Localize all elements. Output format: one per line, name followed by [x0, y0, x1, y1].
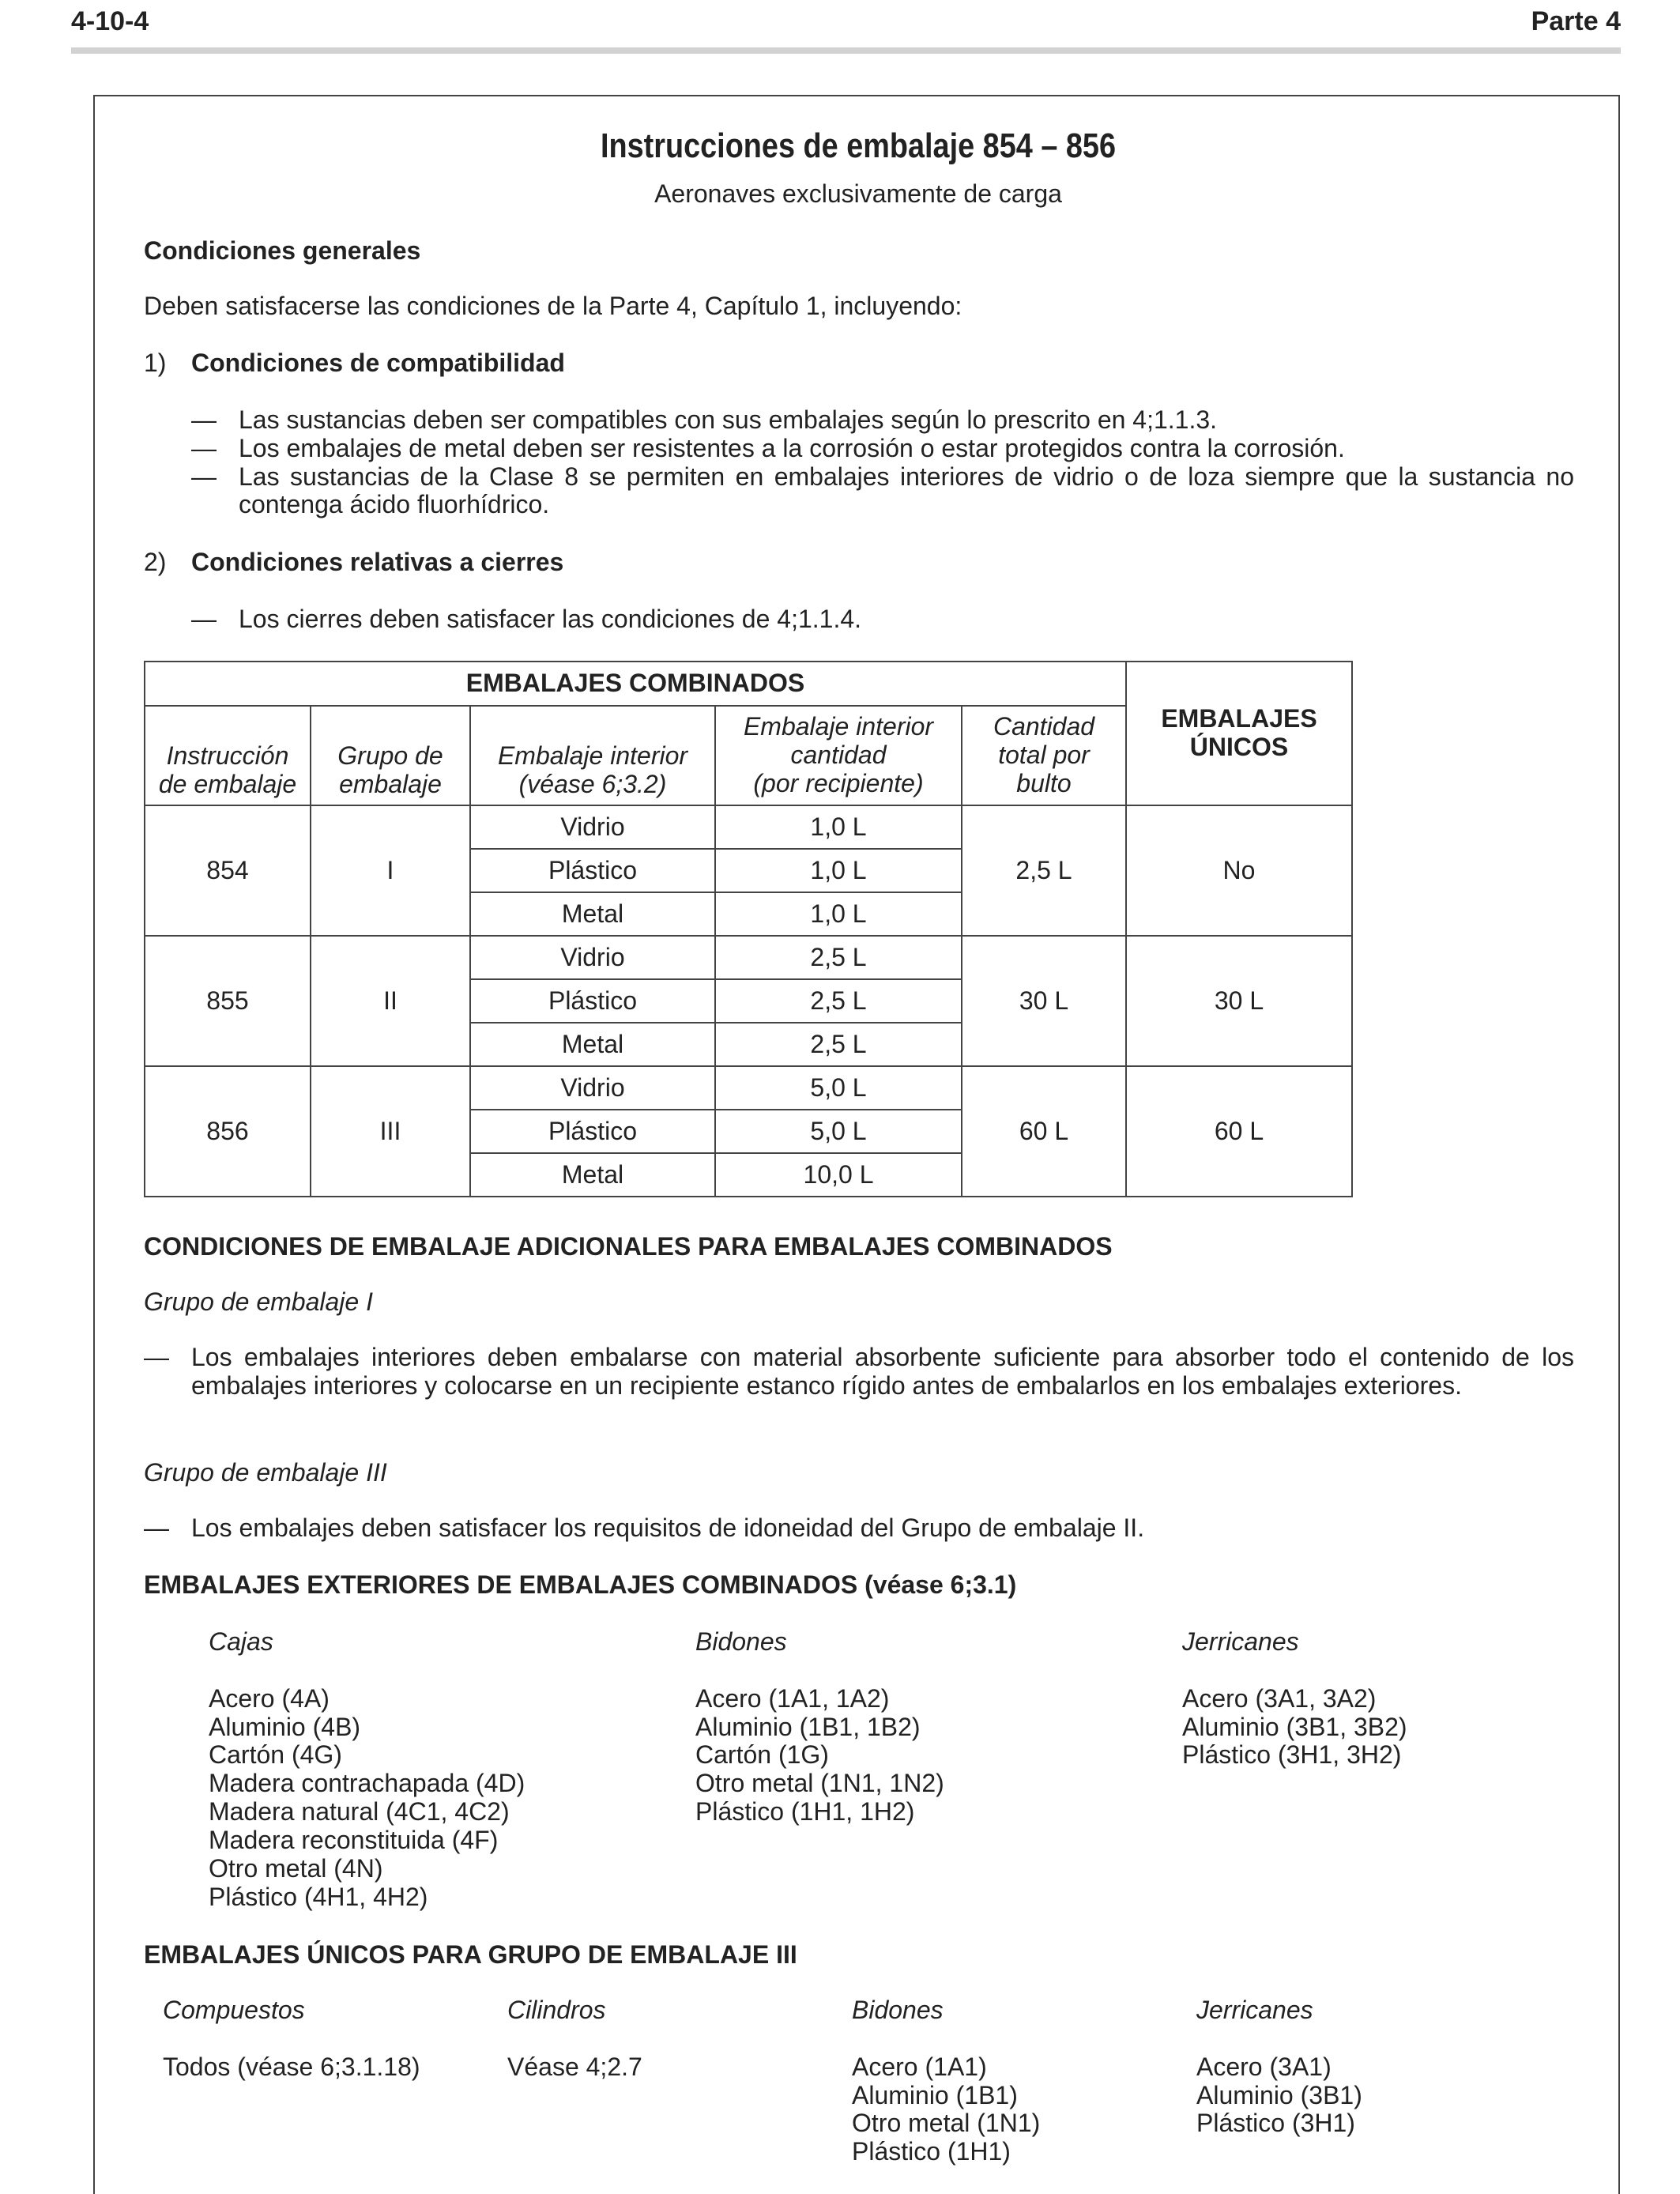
- col-header-group: [311, 706, 470, 805]
- cell-group: III: [311, 1066, 470, 1197]
- section-2-title: Condiciones relativas a cierres: [191, 548, 564, 576]
- cell-group: II: [311, 936, 470, 1066]
- col-title: Jerricanes: [1182, 1627, 1299, 1656]
- cell-inner: Vidrio: [470, 936, 715, 979]
- list-item: [191, 605, 1574, 634]
- cell-instruction: 855: [145, 936, 311, 1066]
- header-line: Embalaje interior: [743, 712, 934, 741]
- section-2-number: 2): [144, 548, 167, 576]
- cell-inner: Metal: [470, 1023, 715, 1066]
- section-1-title: Condiciones de compatibilidad: [191, 349, 565, 377]
- dash-bullet: —: [144, 1514, 169, 1542]
- cell-total: 2,5 L: [962, 805, 1126, 936]
- outer-col-boxes: [209, 1628, 525, 1911]
- header-line: cantidad: [790, 741, 887, 770]
- header-line: total por: [998, 741, 1090, 770]
- list-item-text: Las sustancias de la Clase 8 se permiten en embalajes interiores de vidrio o de loza siempre que la sustancia no contenga ácido fluorhídrico.: [239, 462, 1574, 519]
- list-item: Aluminio (1B1, 1B2): [695, 1712, 921, 1741]
- list-item: Cartón (1G): [695, 1740, 829, 1770]
- compatibility-list: [191, 406, 1574, 519]
- part-label: Parte 4: [1531, 6, 1621, 36]
- list-item: Aluminio (3B1, 3B2): [1182, 1712, 1407, 1741]
- cell-quantity: 1,0 L: [715, 849, 962, 892]
- list-item: Plástico (3H1, 3H2): [1182, 1740, 1402, 1770]
- header-line: (por recipiente): [753, 768, 924, 797]
- list-item-text: Los cierres deben satisfacer las condiciones de 4;1.1.4.: [239, 605, 862, 633]
- pg3-title: Grupo de embalaje III: [144, 1458, 387, 1487]
- list-item: Cartón (4G): [209, 1740, 342, 1770]
- list-item: Plástico (1H1): [852, 2137, 1011, 2166]
- header-line: de embalaje: [158, 770, 297, 798]
- single-header: [1126, 662, 1352, 805]
- single-heading: EMBALAJES ÚNICOS PARA GRUPO DE EMBALAJE III: [144, 1940, 797, 1969]
- cell-instruction: 854: [145, 805, 311, 936]
- header-line: Instrucción: [166, 741, 289, 771]
- cell-quantity: 1,0 L: [715, 892, 962, 936]
- header-line: Grupo de: [337, 741, 443, 771]
- list-item: Otro metal (4N): [209, 1853, 383, 1883]
- cell-inner: Metal: [470, 1153, 715, 1197]
- cell-quantity: 5,0 L: [715, 1066, 962, 1110]
- header-line: Embalaje interior: [497, 741, 688, 771]
- header-line: Cantidad: [993, 712, 1095, 741]
- cell-inner: Plástico: [470, 1110, 715, 1153]
- content-frame: [93, 95, 1620, 2194]
- header-line: (véase 6;3.2): [518, 770, 667, 798]
- list-item: Acero (3A1): [1196, 2052, 1332, 2081]
- single-col-drums: [852, 1996, 1040, 2166]
- col-header-quantity: [715, 706, 962, 805]
- pg1-title: Grupo de embalaje I: [144, 1287, 373, 1316]
- header-line: bulto: [1016, 768, 1072, 797]
- single-col-composites: [163, 1996, 420, 2082]
- pg1-text: Los embalajes interiores deben embalarse con material absorbente suficiente para absorber todo el contenido de los embalajes interiores y colocarse en un recipiente estanco rígido antes de embalarlos en los embalajes exteriores.: [191, 1343, 1574, 1400]
- pg3-item: [144, 1514, 1574, 1543]
- outer-col-drums: [695, 1628, 944, 1826]
- packing-table: [144, 661, 1353, 1197]
- list-item: Acero (1A1): [852, 2052, 987, 2081]
- list-item: Aluminio (3B1): [1196, 2080, 1362, 2109]
- header-rule: [71, 47, 1621, 54]
- list-item: Acero (3A1, 3A2): [1182, 1683, 1377, 1713]
- list-item: Aluminio (1B1): [852, 2080, 1018, 2109]
- table-row: [145, 1066, 1352, 1110]
- list-item: Acero (4A): [209, 1683, 330, 1713]
- list-item: Plástico (1H1, 1H2): [695, 1797, 915, 1826]
- col-header-instruction: [145, 706, 311, 805]
- cell-inner: Plástico: [470, 849, 715, 892]
- cell-quantity: 2,5 L: [715, 1023, 962, 1066]
- cell-quantity: 2,5 L: [715, 936, 962, 979]
- section-1-number: 1): [144, 349, 167, 377]
- col-title: Bidones: [852, 1996, 944, 2024]
- list-item: Madera natural (4C1, 4C2): [209, 1797, 510, 1826]
- cell-quantity: 10,0 L: [715, 1153, 962, 1197]
- pg3-text: Los embalajes deben satisfacer los requisitos de idoneidad del Grupo de embalaje II.: [191, 1514, 1145, 1542]
- col-title: Jerricanes: [1196, 1996, 1313, 2024]
- combined-header: EMBALAJES COMBINADOS: [145, 662, 1126, 706]
- page-number: 4-10-4: [71, 6, 149, 36]
- cell-quantity: 1,0 L: [715, 805, 962, 849]
- closures-list: [191, 605, 1574, 634]
- general-heading: Condiciones generales: [144, 236, 421, 265]
- cell-single: 60 L: [1126, 1066, 1352, 1197]
- col-title: Cajas: [209, 1627, 273, 1656]
- list-item: Otro metal (1N1, 1N2): [695, 1769, 944, 1798]
- cell-inner: Vidrio: [470, 1066, 715, 1110]
- cell-total: 30 L: [962, 936, 1126, 1066]
- single-header-line: ÚNICOS: [1189, 733, 1289, 761]
- col-title: Bidones: [695, 1627, 787, 1656]
- list-item: Plástico (4H1, 4H2): [209, 1882, 428, 1911]
- list-item-text: Los embalajes de metal deben ser resistentes a la corrosión o estar protegidos contra la corrosión.: [239, 433, 1345, 462]
- single-col-jerricans: [1196, 1996, 1362, 2138]
- col-header-total: [962, 706, 1126, 805]
- dash-bullet: —: [144, 1343, 169, 1371]
- page-subtitle: Aeronaves exclusivamente de carga: [654, 179, 1062, 208]
- cell-inner: Plástico: [470, 979, 715, 1023]
- cell-instruction: 856: [145, 1066, 311, 1197]
- page-title: Instrucciones de embalaje 854 – 856: [600, 126, 1117, 165]
- dash-bullet: —: [191, 605, 217, 633]
- col-title: Cilindros: [507, 1996, 606, 2024]
- table-row: [145, 936, 1352, 979]
- list-item: Otro metal (1N1): [852, 2109, 1041, 2138]
- list-item: Todos (véase 6;3.1.18): [163, 2052, 420, 2081]
- cell-inner: Metal: [470, 892, 715, 936]
- list-item-text: Las sustancias deben ser compatibles con sus embalajes según lo prescrito en 4;1.1.3.: [239, 405, 1218, 434]
- list-item: Acero (1A1, 1A2): [695, 1683, 890, 1713]
- list-item: Aluminio (4B): [209, 1712, 361, 1741]
- cell-inner: Vidrio: [470, 805, 715, 849]
- list-item: Plástico (3H1): [1196, 2109, 1355, 2138]
- single-header-line: EMBALAJES: [1161, 704, 1317, 733]
- cell-single: 30 L: [1126, 936, 1352, 1066]
- table-row: [145, 662, 1352, 706]
- outer-col-jerricans: [1182, 1628, 1407, 1770]
- additional-heading: CONDICIONES DE EMBALAJE ADICIONALES PARA EMBALAJES COMBINADOS: [144, 1232, 1113, 1261]
- list-item: Véase 4;2.7: [507, 2052, 642, 2081]
- pg1-item: [144, 1344, 1574, 1400]
- cell-single: No: [1126, 805, 1352, 936]
- list-item: [191, 435, 1574, 463]
- list-item: Madera reconstituida (4F): [209, 1825, 499, 1854]
- list-item: Madera contrachapada (4D): [209, 1769, 525, 1798]
- list-item: [191, 406, 1574, 435]
- outer-heading: EMBALAJES EXTERIORES DE EMBALAJES COMBINADOS (véase 6;3.1): [144, 1570, 1017, 1599]
- cell-total: 60 L: [962, 1066, 1126, 1197]
- cell-group: I: [311, 805, 470, 936]
- general-intro: Deben satisfacerse las condiciones de la Parte 4, Capítulo 1, incluyendo:: [144, 292, 962, 320]
- cell-quantity: 5,0 L: [715, 1110, 962, 1153]
- dash-bullet: —: [191, 405, 217, 434]
- dash-bullet: —: [191, 433, 217, 462]
- col-header-inner: [470, 706, 715, 805]
- list-item: [191, 463, 1574, 520]
- dash-bullet: —: [191, 462, 217, 491]
- table-row: [145, 805, 1352, 849]
- header-line: embalaje: [339, 770, 442, 798]
- cell-quantity: 2,5 L: [715, 979, 962, 1023]
- col-title: Compuestos: [163, 1996, 305, 2024]
- single-col-cylinders: [507, 1996, 642, 2082]
